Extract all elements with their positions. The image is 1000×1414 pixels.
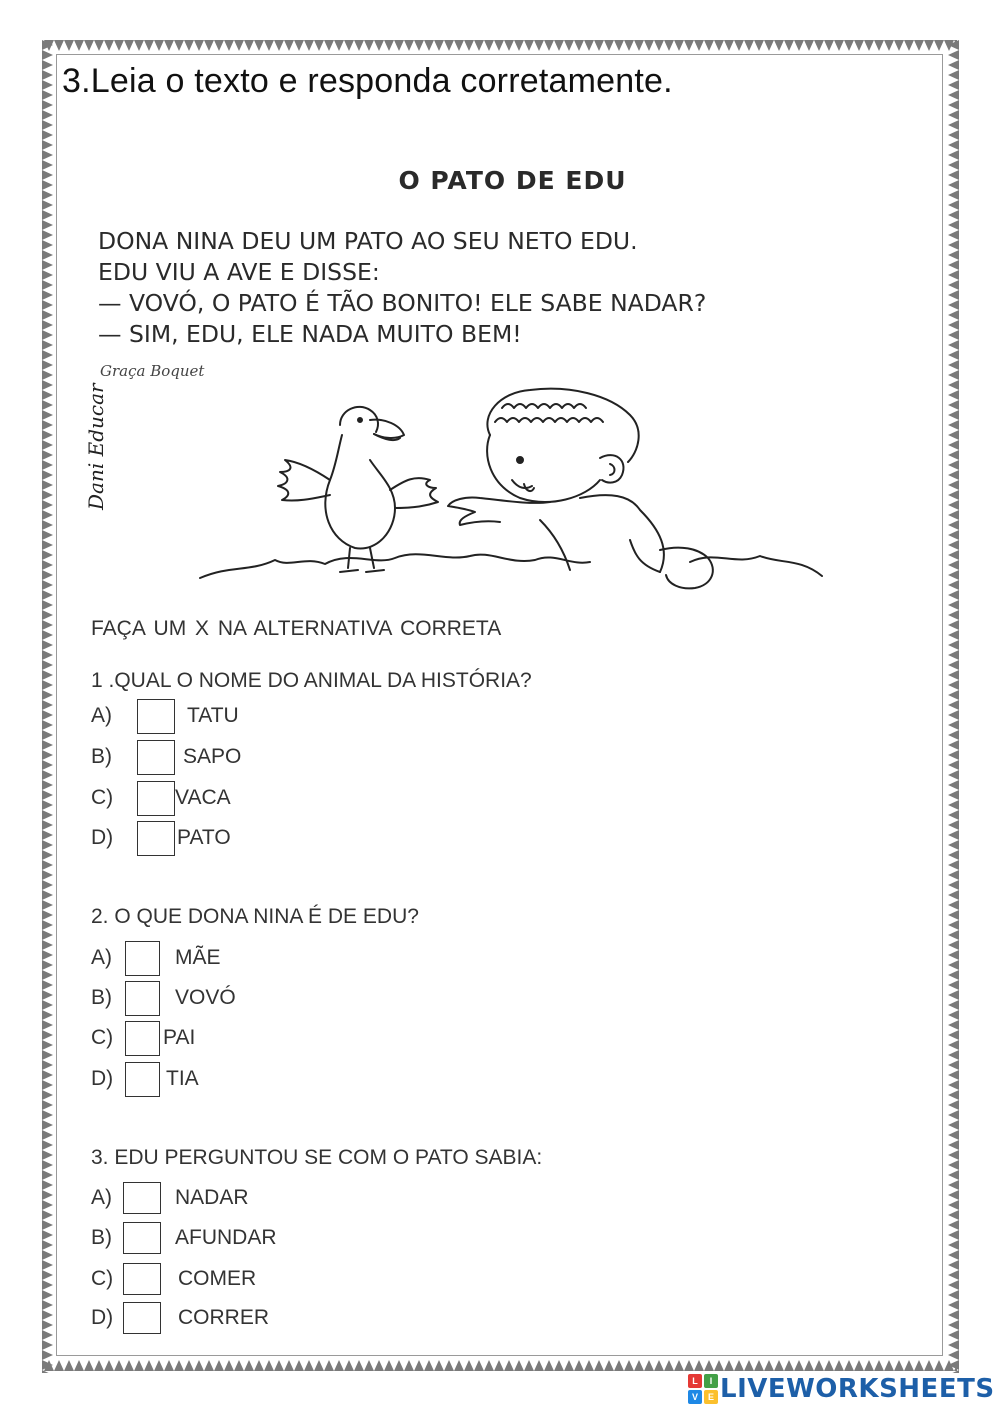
question-1-title: 1 .QUAL O NOME DO ANIMAL DA HISTÓRIA? [91, 669, 532, 692]
task-instruction: FAÇA UM X NA ALTERNATIVA CORRETA [91, 617, 502, 640]
question-1-option-a[interactable] [91, 698, 239, 734]
question-3-option-d[interactable] [91, 1300, 269, 1336]
answer-checkbox[interactable] [137, 821, 175, 856]
decorative-border-bottom [44, 1357, 957, 1373]
logo-mark-letter: L [688, 1374, 702, 1388]
boy-icon [448, 389, 713, 589]
option-letter: C) [91, 786, 114, 809]
question-3-title: 3. EDU PERGUNTOU SE COM O PATO SABIA: [91, 1146, 543, 1169]
illustrator-signature: Dani Educar [84, 383, 108, 510]
option-letter: B) [91, 745, 112, 768]
question-1-option-c[interactable] [91, 780, 231, 816]
logo-mark-letter: V [688, 1390, 702, 1404]
question-2-option-c[interactable] [91, 1020, 195, 1056]
question-1-option-b[interactable] [91, 739, 241, 775]
logo-mark-letter: I [704, 1374, 718, 1388]
question-2-option-a[interactable] [91, 940, 221, 976]
story-line: EDU VIU A AVE E DISSE: [98, 258, 380, 286]
option-text: TIA [166, 1067, 199, 1090]
answer-checkbox[interactable] [125, 981, 160, 1016]
option-text: MÃE [175, 946, 221, 969]
question-3-option-a[interactable] [91, 1180, 249, 1216]
story-text [98, 226, 938, 350]
option-text: PATO [177, 826, 231, 849]
option-letter: B) [91, 986, 112, 1009]
option-letter: A) [91, 946, 112, 969]
option-text: PAI [163, 1026, 196, 1049]
question-2-option-d[interactable] [91, 1061, 199, 1097]
decorative-border-right [945, 40, 961, 1373]
option-text: CORRER [178, 1306, 270, 1329]
decorative-border-top [44, 38, 957, 54]
option-text: COMER [178, 1267, 257, 1290]
option-letter: D) [91, 1306, 114, 1329]
answer-checkbox[interactable] [137, 699, 175, 734]
question-2-title: 2. O QUE DONA NINA É DE EDU? [91, 905, 419, 928]
boy-and-duck-illustration [190, 380, 830, 610]
story-line: — SIM, EDU, ELE NADA MUITO BEM! [98, 320, 522, 348]
decorative-border-left [40, 40, 56, 1373]
option-text: NADAR [175, 1186, 249, 1209]
option-text: SAPO [183, 745, 242, 768]
option-letter: C) [91, 1267, 114, 1290]
question-3-option-b[interactable] [91, 1220, 277, 1256]
liveworksheets-logo-icon [688, 1374, 718, 1404]
story-line: — VOVÓ, O PATO É TÃO BONITO! ELE SABE NADAR? [98, 289, 707, 317]
answer-checkbox[interactable] [123, 1182, 161, 1214]
story-line: DONA NINA DEU UM PATO AO SEU NETO EDU. [98, 227, 638, 255]
option-letter: D) [91, 1067, 114, 1090]
question-1-option-d[interactable] [91, 820, 231, 856]
option-letter: B) [91, 1226, 112, 1249]
option-text: VACA [175, 786, 231, 809]
story-title: O PATO DE EDU [398, 166, 627, 195]
answer-checkbox[interactable] [123, 1222, 161, 1254]
answer-checkbox[interactable] [137, 740, 175, 775]
option-letter: C) [91, 1026, 114, 1049]
answer-checkbox[interactable] [137, 781, 175, 816]
answer-checkbox[interactable] [125, 1062, 160, 1097]
logo-mark-letter: E [704, 1390, 718, 1404]
question-3-option-c[interactable] [91, 1261, 256, 1297]
worksheet-instruction: 3.Leia o texto e responda corretamente. [62, 62, 673, 100]
duck-icon [278, 407, 438, 572]
option-letter: A) [91, 704, 112, 727]
logo-text: LIVEWORKSHEETS [720, 1374, 995, 1404]
answer-checkbox[interactable] [123, 1302, 161, 1334]
question-2-option-b[interactable] [91, 980, 236, 1016]
option-letter: D) [91, 826, 114, 849]
answer-checkbox[interactable] [125, 1021, 160, 1056]
option-text: AFUNDAR [175, 1226, 277, 1249]
answer-checkbox[interactable] [125, 941, 160, 976]
story-author: Graça Boquet [100, 362, 205, 380]
liveworksheets-logo[interactable] [688, 1372, 995, 1406]
answer-checkbox[interactable] [123, 1263, 161, 1295]
option-text: VOVÓ [175, 986, 236, 1009]
option-text: TATU [187, 704, 239, 727]
option-letter: A) [91, 1186, 112, 1209]
